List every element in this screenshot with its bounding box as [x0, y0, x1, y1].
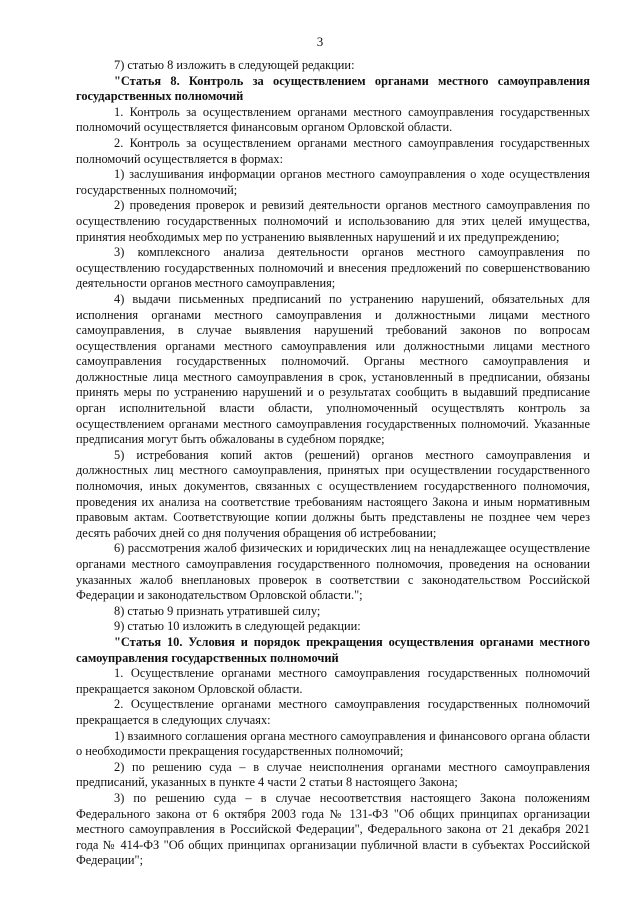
article-8-form-2: 2) проведения проверок и ревизий деятельности органов местного самоуправления по осуществлению государственных полномочий и использованию для этих целей имущества, принятия необходимых мер по устранению выявленных нарушений и их предупреждению;: [76, 198, 590, 244]
article-8-form-1: 1) заслушивания информации органов местного самоуправления о ходе осуществления государственных полномочий;: [76, 167, 590, 197]
article-10-part-1: 1. Осуществление органами местного самоуправления государственных полномочий прекращается законом Орловской области.: [76, 666, 590, 696]
article-8-form-5: 5) истребования копий актов (решений) органов местного самоуправления и должностных лиц местного самоуправления, принятых при осуществлении государственного полномочия, иных документов, связанных с осуществлением государственного полномочия, проведения их анализа на соответствие требованиям настоящего Закона и иным нормативным правовым актам. Соответствующие копии должны быть представлены не позднее чем через десять рабочих дней со дня получения обращения об истребовании;: [76, 447, 590, 540]
article-10-case-1: 1) взаимного соглашения органа местного самоуправления и финансового органа области о необходимости прекращения государственных полномочий;: [76, 728, 590, 759]
article-8-form-6: 6) рассмотрения жалоб физических и юридических лиц на ненадлежащее осуществление органами местного самоуправления государственного полномочия, проведения на основании указанных жалоб внеплановых проверок в соответствии с законодательством Российской Федерации и законодательством Орловской области.";: [76, 541, 590, 603]
article-8-form-4: 4) выдачи письменных предписаний по устранению нарушений, обязательных для исполнения органами местного самоуправления и должностными лицами местного самоуправления, в случае выявления нарушений требований законов по вопросам осуществления органами местного самоуправления или должностными лицами местного самоуправления государственных полномочий. Органы местного самоуправления и должностные лица местного самоуправления в срок, установленный в предписании, обязаны принять меры по устранению нарушений и о результатах сообщить в выдавший предписание орган исполнительной власти области, уполномоченный осуществлять контроль за осуществлением органами местного самоуправления государственных полномочий. Указанные предписания могут быть обжалованы в судебном порядке;: [76, 291, 590, 447]
article-10-part-2: 2. Осуществление органами местного самоуправления государственных полномочий прекращается в следующих случаях:: [76, 697, 590, 727]
paragraph-item-7: 7) статью 8 изложить в следующей редакции:: [114, 58, 355, 72]
article-10-case-2: 2) по решению суда – в случае неисполнения органами местного самоуправления предписаний, указанных в пункте 4 части 2 статьи 8 настоящего Закона;: [76, 759, 590, 790]
article-8-form-3: 3) комплексного анализа деятельности органов местного самоуправления по осуществлению государственных полномочий и внесения предложений по совершенствованию деятельности органов местного самоуправления;: [76, 245, 590, 291]
article-8-part-1: 1. Контроль за осуществлением органами местного самоуправления государственных полномочий осуществляется финансовым органом Орловской области.: [76, 104, 590, 135]
article-8-part-2: 2. Контроль за осуществлением органами местного самоуправления государственных полномочий осуществляется в формах:: [76, 135, 590, 166]
paragraph-item-9: 9) статью 10 изложить в следующей редакции:: [114, 619, 361, 634]
article-8-heading: "Статья 8. Контроль за осуществлением органами местного самоуправления государственных полномочий: [76, 73, 590, 104]
article-10-heading: "Статья 10. Условия и порядок прекращения осуществления органами местного самоуправления государственных полномочий: [76, 634, 590, 665]
paragraph-item-8: 8) статью 9 признать утратившей силу;: [114, 603, 321, 618]
page-number: 3: [316, 34, 324, 49]
article-10-case-3: 3) по решению суда – в случае несоответствия настоящего Закона положениям Федерального закона от 6 октября 2003 года № 131-ФЗ "Об общих принципах организации местного самоуправления в Российской Федерации", Федерального закона от 21 декабря 2021 года № 414-ФЗ "Об общих принципах организации публичной власти в субъектах Российской Федерации";: [76, 790, 590, 868]
document-body: [76, 58, 590, 869]
